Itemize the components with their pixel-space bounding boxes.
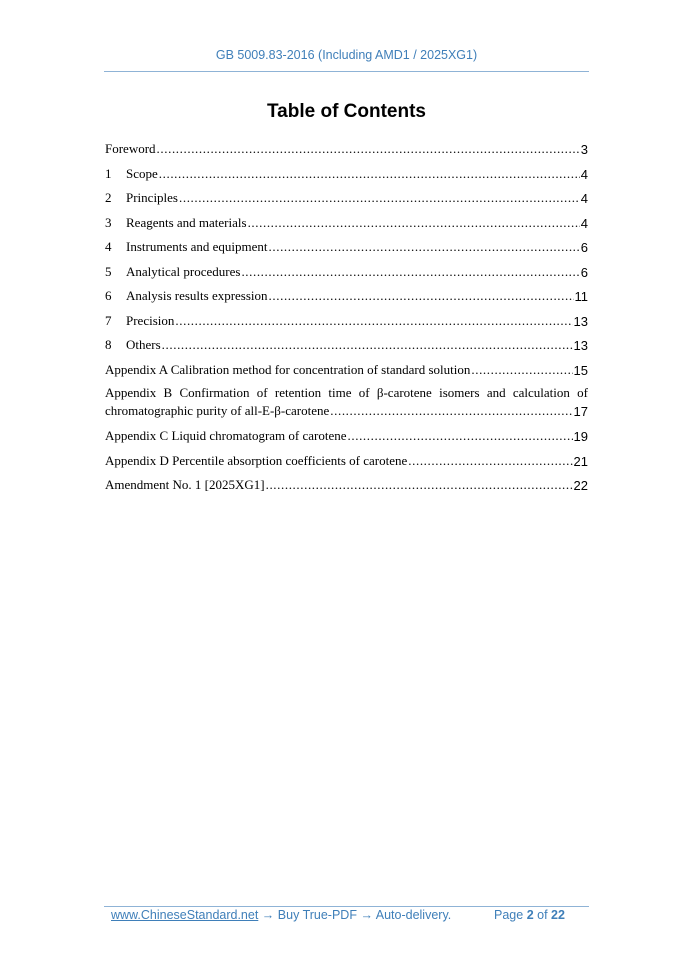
- toc-number: 8: [105, 337, 112, 352]
- toc-leader-dots: [241, 264, 579, 280]
- page-word: Page: [494, 908, 524, 922]
- toc-number: 5: [105, 263, 112, 279]
- toc-entry-reagents[interactable]: [105, 214, 588, 231]
- toc-label: Analytical procedures: [126, 263, 241, 279]
- toc-number: 3: [105, 214, 112, 230]
- toc-label: Analysis results expression: [126, 288, 268, 303]
- toc-entry-foreword[interactable]: [105, 140, 588, 157]
- toc-page-number: 17: [573, 404, 588, 419]
- toc-label: Scope: [126, 165, 158, 181]
- toc-leader-dots: [471, 362, 572, 378]
- toc-entry-appendix-a[interactable]: [105, 361, 588, 378]
- site-link[interactable]: www.ChineseStandard.net: [111, 908, 259, 922]
- header-divider: [104, 71, 589, 72]
- toc-page-number: 6: [580, 240, 588, 255]
- of-word: of: [537, 908, 548, 922]
- toc-entry-results[interactable]: [105, 287, 588, 304]
- toc-number: 2: [105, 190, 112, 205]
- toc-label: Reagents and materials: [126, 214, 247, 230]
- toc-page-number: 13: [573, 338, 588, 353]
- toc-page-number: 4: [580, 215, 588, 231]
- toc-leader-dots: [330, 403, 572, 419]
- toc-entry-appendix-d[interactable]: [105, 452, 588, 469]
- toc-page-number: 21: [573, 453, 588, 469]
- toc-page-number: 22: [573, 478, 588, 493]
- page-title: Table of Contents: [266, 101, 427, 122]
- footer-divider: [104, 906, 589, 907]
- buy-text: Buy True-PDF: [277, 908, 357, 922]
- toc-page-number: 4: [580, 166, 588, 182]
- table-of-contents: [105, 140, 588, 501]
- arrow-icon: →: [360, 908, 373, 922]
- toc-page-number: 6: [580, 264, 588, 280]
- toc-leader-dots: [248, 215, 580, 231]
- toc-leader-dots: [269, 288, 574, 304]
- delivery-text: Auto-delivery.: [375, 908, 452, 922]
- toc-label: Instruments and equipment: [126, 239, 268, 254]
- toc-page-number: 15: [573, 362, 588, 378]
- total-pages: 22: [551, 908, 565, 922]
- toc-page-number: 4: [580, 191, 588, 206]
- toc-page-number: 19: [573, 429, 588, 444]
- toc-leader-dots: [348, 428, 573, 444]
- toc-entry-instruments[interactable]: [105, 238, 588, 255]
- toc-entry-amendment[interactable]: [105, 476, 588, 493]
- toc-label: Appendix A Calibration method for concentration of standard solution: [105, 361, 471, 377]
- toc-entry-precision[interactable]: [105, 312, 588, 329]
- toc-leader-dots: [179, 190, 580, 206]
- toc-entry-scope[interactable]: [105, 165, 588, 182]
- toc-leader-dots: [266, 477, 573, 493]
- toc-leader-dots: [269, 239, 580, 255]
- standard-code: GB 5009.83-2016: [215, 48, 315, 62]
- toc-leader-dots: [408, 453, 572, 469]
- current-page: 2: [526, 908, 534, 922]
- toc-number: 7: [105, 312, 112, 328]
- toc-number: 1: [105, 165, 112, 181]
- toc-number: 6: [105, 288, 112, 303]
- toc-page-number: 11: [574, 289, 588, 304]
- page-footer: [111, 908, 581, 922]
- toc-leader-dots: [175, 313, 572, 329]
- toc-label: Others: [126, 337, 161, 352]
- toc-leader-dots: [162, 337, 573, 353]
- toc-label: Amendment No. 1 [2025XG1]: [105, 477, 265, 492]
- amendment-note: (Including AMD1 / 2025XG1): [318, 48, 478, 62]
- toc-label: Foreword: [105, 141, 156, 156]
- toc-label: Principles: [126, 190, 178, 205]
- toc-label-line1: Appendix B Confirmation of retention time of β-carotene isomers and calculation of: [105, 385, 588, 400]
- toc-label: Appendix C Liquid chromatogram of carotene: [105, 428, 347, 443]
- toc-label: Appendix D Percentile absorption coefficients of carotene: [105, 452, 408, 468]
- toc-page-number: 3: [580, 142, 588, 157]
- toc-label: Precision: [126, 312, 175, 328]
- toc-label-line2-row: [105, 402, 588, 419]
- toc-leader-dots: [157, 141, 580, 157]
- toc-entry-principles[interactable]: [105, 189, 588, 206]
- page-indicator: [494, 908, 565, 922]
- toc-entry-procedures[interactable]: [105, 263, 588, 280]
- toc-entry-appendix-b[interactable]: [105, 385, 588, 419]
- toc-entry-appendix-c[interactable]: [105, 427, 588, 444]
- toc-number: 4: [105, 239, 112, 254]
- toc-leader-dots: [159, 166, 580, 182]
- toc-entry-others[interactable]: [105, 336, 588, 353]
- page-header: [0, 48, 693, 62]
- arrow-icon: →: [261, 908, 275, 922]
- toc-label-line2: chromatographic purity of all-E-β-carotene: [105, 403, 330, 418]
- toc-page-number: 13: [573, 313, 588, 329]
